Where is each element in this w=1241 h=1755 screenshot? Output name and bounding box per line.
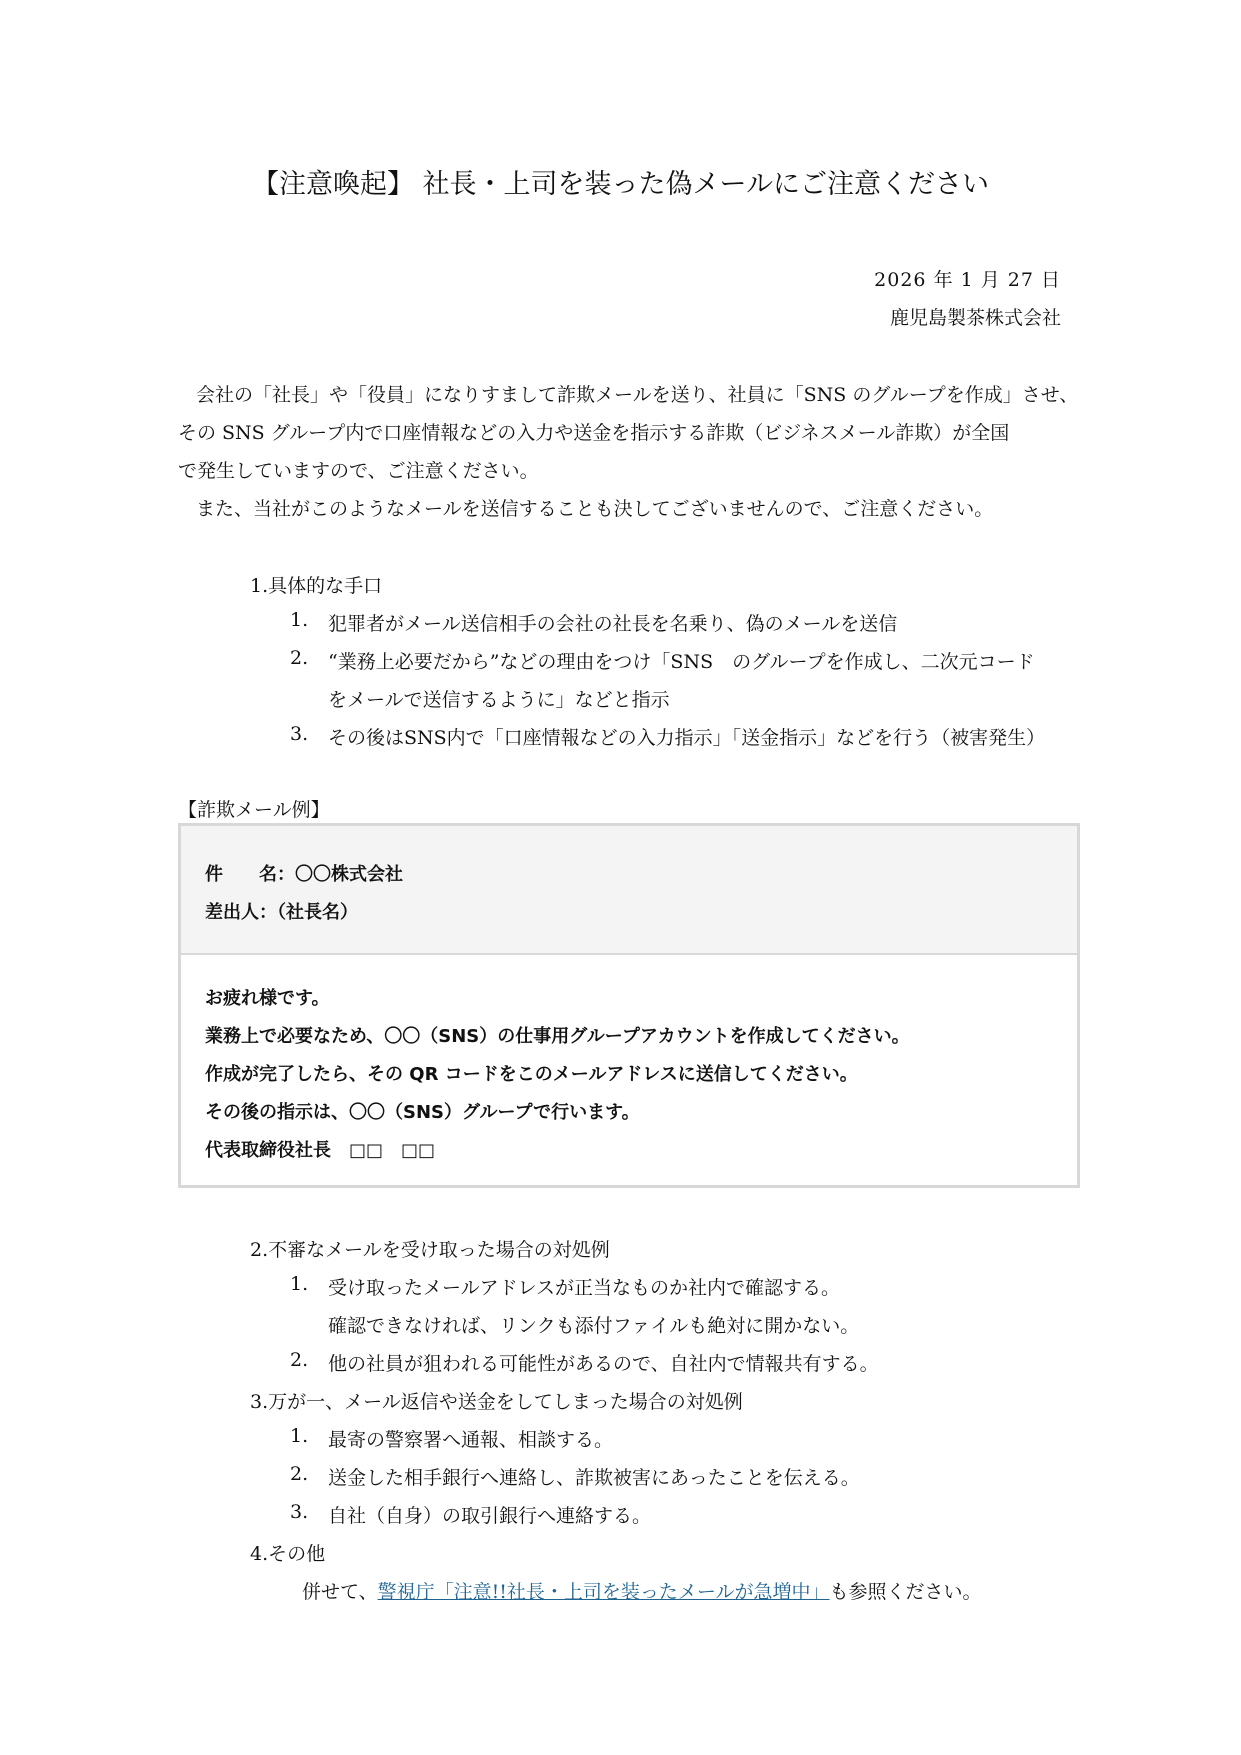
intro-line-3: で発生していますので、ご注意ください。 <box>178 460 539 482</box>
list-item: 送金した相手銀行へ連絡し、詐欺被害にあったことを伝える。 <box>328 1467 860 1489</box>
list-item: 犯罪者がメール送信相手の会社の社長を名乗り、偽のメールを送信 <box>328 613 898 635</box>
reference-prefix: 併せて、 <box>302 1581 378 1603</box>
email-body-line: お疲れ様です。 <box>205 988 330 1009</box>
list-item: 他の社員が狙われる可能性があるので、自社内で情報共有する。 <box>328 1353 879 1375</box>
list-item-continuation: 確認できなければ、リンクも添付ファイルも絶対に開かない。 <box>328 1315 860 1337</box>
reference-line <box>302 1577 982 1604</box>
email-sender: 差出人：（社長名） <box>205 902 358 923</box>
list-item: 最寄の警察署へ通報、相談する。 <box>328 1429 614 1451</box>
list-item: 受け取ったメールアドレスが正当なものか社内で確認する。 <box>328 1277 841 1299</box>
section-3-heading: 3.万が一、メール返信や送金をしてしまった場合の対処例 <box>250 1391 743 1413</box>
list-item-continuation: をメールで送信するように」などと指示 <box>328 689 670 711</box>
section-2-heading: 2.不審なメールを受け取った場合の対処例 <box>250 1239 610 1261</box>
list-number: 1. <box>290 1273 309 1295</box>
list-number: 3. <box>290 1501 309 1523</box>
list-number: 2. <box>290 1463 309 1485</box>
email-body-line: 作成が完了したら、その QR コードをこのメールアドレスに送信してください。 <box>205 1064 858 1085</box>
company-name: 鹿児島製茶株式会社 <box>889 307 1061 329</box>
email-body-line: その後の指示は、〇〇（SNS）グループで行います。 <box>205 1102 640 1123</box>
list-item: “業務上必要だから”などの理由をつけ「SNS のグループを作成し、二次元コード <box>328 651 1035 673</box>
email-subject: 件 名：〇〇株式会社 <box>205 864 403 885</box>
intro-line-1: 会社の「社長」や「役員」になりすまして詐欺メールを送り、社員に「SNS のグループを作成」させ、 <box>196 384 1079 406</box>
section-1-heading: 1.具体的な手口 <box>250 575 383 597</box>
list-number: 2. <box>290 647 309 669</box>
email-signature: 代表取締役社長 □□ □□ <box>205 1140 436 1161</box>
reference-link[interactable]: 警視庁「注意!!社長・上司を装ったメールが急増中」 <box>377 1581 830 1603</box>
intro-line-2: その SNS グループ内で口座情報などの入力や送金を指示する詐欺（ビジネスメール詐欺）が全国 <box>178 422 1010 444</box>
email-body-line: 業務上で必要なため、〇〇（SNS）の仕事用グループアカウントを作成してください。 <box>205 1026 910 1047</box>
list-number: 2. <box>290 1349 309 1371</box>
list-number: 1. <box>290 1425 309 1447</box>
intro-line-4: また、当社がこのようなメールを送信することも決してございませんので、ご注意ください。 <box>196 498 994 520</box>
section-4-heading: 4.その他 <box>250 1543 326 1565</box>
page-title: 【注意喚起】 社長・上司を装った偽メールにご注意ください <box>251 169 990 200</box>
list-number: 3. <box>290 723 309 745</box>
email-example-box <box>178 823 1080 1188</box>
example-label: 【詐欺メール例】 <box>178 799 330 821</box>
issue-date: 2026 年 1 月 27 日 <box>874 269 1061 291</box>
list-number: 1. <box>290 609 309 631</box>
list-item: 自社（自身）の取引銀行へ連絡する。 <box>328 1505 652 1527</box>
reference-suffix: も参照ください。 <box>829 1581 982 1603</box>
email-header <box>181 826 1077 955</box>
list-item: その後はSNS内で「口座情報などの入力指示」「送金指示」などを行う（被害発生） <box>328 727 1046 749</box>
